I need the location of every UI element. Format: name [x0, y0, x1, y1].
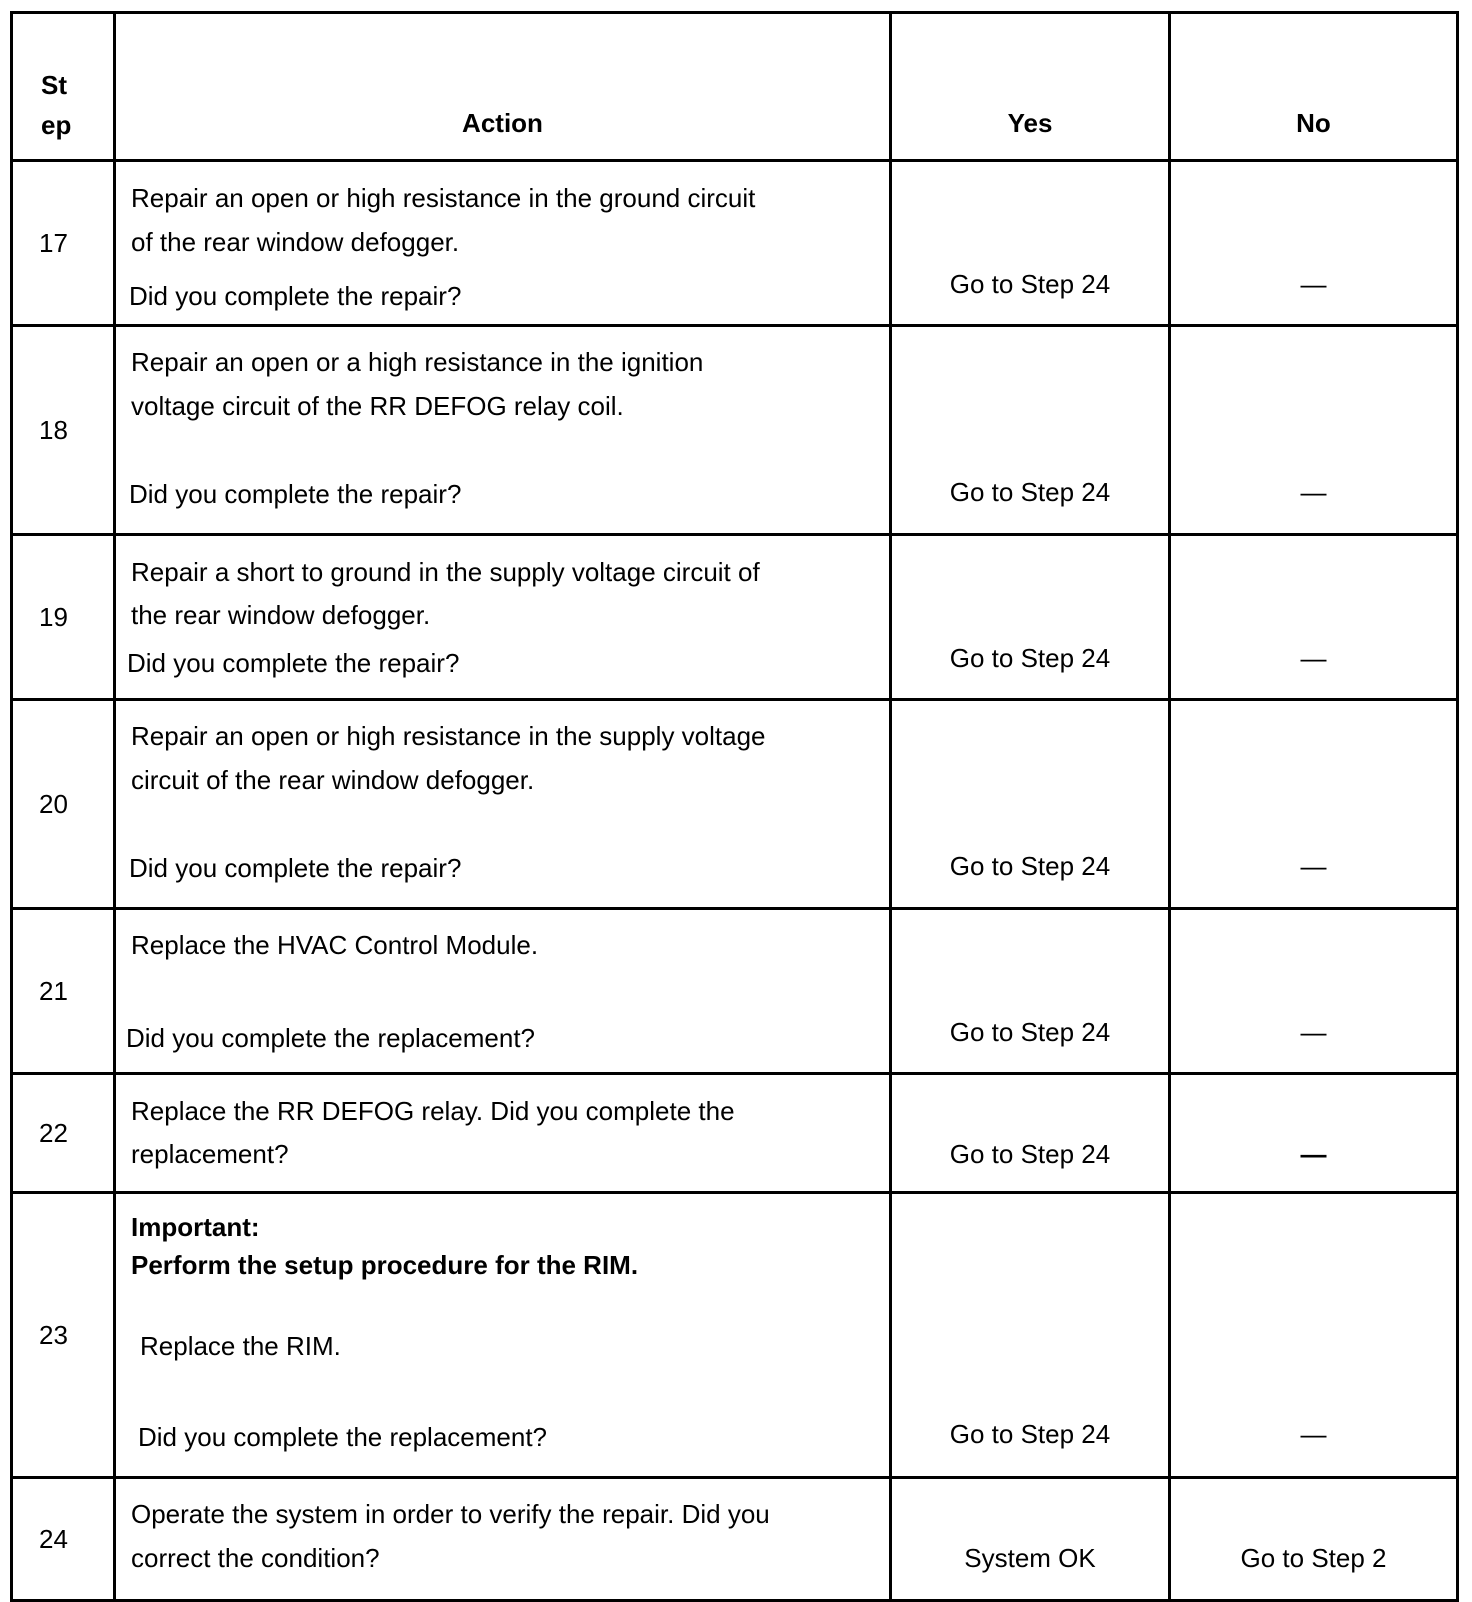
important-label: Important: — [131, 1212, 260, 1242]
table-row-20-yes — [892, 701, 1171, 910]
table-row-19-step — [13, 536, 116, 701]
diagnostic-table — [10, 11, 1459, 1602]
table-row-23-step — [13, 1194, 116, 1479]
table-row-24-step — [13, 1479, 116, 1602]
table-row-21-yes — [892, 910, 1171, 1075]
action-line: circuit of the rear window defogger. — [131, 765, 535, 795]
action-question: Did you complete the repair? — [129, 281, 462, 311]
action-question: Did you complete the replacement? — [138, 1422, 548, 1452]
no-result: — — [1300, 1139, 1327, 1169]
step-number: 20 — [39, 789, 68, 819]
header-step — [13, 14, 116, 162]
action-line: Operate the system in order to verify the repair. Did you — [131, 1499, 770, 1529]
action-line: Replace the RIM. — [140, 1331, 341, 1361]
table-row-18-action — [116, 327, 892, 536]
yes-result: Go to Step 24 — [949, 269, 1111, 299]
table-row-21-no — [1171, 910, 1459, 1075]
no-result: — — [1300, 1017, 1327, 1047]
table-row-21-action — [116, 910, 892, 1075]
yes-result: Go to Step 24 — [949, 1017, 1111, 1047]
table-row-23-action — [116, 1194, 892, 1479]
step-number: 22 — [39, 1118, 68, 1148]
header-step-label: St ep — [41, 70, 72, 140]
action-question: Did you complete the repair? — [129, 479, 462, 509]
action-line: Replace the HVAC Control Module. — [131, 930, 539, 960]
yes-result: Go to Step 24 — [949, 643, 1111, 673]
table-row-19-yes — [892, 536, 1171, 701]
action-line: voltage circuit of the RR DEFOG relay coil. — [131, 391, 624, 421]
table-row-17-no — [1171, 162, 1459, 327]
table-row-22-no — [1171, 1075, 1459, 1194]
table-row-24-yes — [892, 1479, 1171, 1602]
header-no — [1171, 14, 1459, 162]
yes-result: Go to Step 24 — [949, 477, 1111, 507]
table-row-20-step — [13, 701, 116, 910]
table-row-21-step — [13, 910, 116, 1075]
action-line: Repair an open or high resistance in the supply voltage — [131, 721, 766, 751]
table-row-18-yes — [892, 327, 1171, 536]
table-row-17-yes — [892, 162, 1171, 327]
yes-result: Go to Step 24 — [949, 851, 1111, 881]
action-line: the rear window defogger. — [131, 600, 431, 630]
action-line: replacement? — [131, 1139, 289, 1169]
step-number: 24 — [39, 1524, 68, 1554]
yes-result: System OK — [964, 1543, 1096, 1573]
yes-result: Go to Step 24 — [949, 1139, 1111, 1169]
header-action-label: Action — [462, 108, 543, 138]
action-question: Did you complete the repair? — [129, 853, 462, 883]
action-line: Repair a short to ground in the supply voltage circuit of — [131, 557, 760, 587]
step-number: 17 — [39, 228, 68, 258]
header-yes-label: Yes — [1007, 108, 1053, 138]
table-row-24-no — [1171, 1479, 1459, 1602]
no-result: — — [1300, 477, 1327, 507]
table-row-17-step — [13, 162, 116, 327]
table-row-18-no — [1171, 327, 1459, 536]
important-text: Perform the setup procedure for the RIM. — [131, 1250, 639, 1280]
header-no-label: No — [1296, 108, 1331, 138]
table-row-23-yes — [892, 1194, 1171, 1479]
table-row-19-action — [116, 536, 892, 701]
action-line: Replace the RR DEFOG relay. Did you complete the — [131, 1096, 735, 1126]
action-line: Repair an open or a high resistance in the ignition — [131, 347, 704, 377]
action-question: Did you complete the repair? — [127, 648, 460, 678]
no-result: — — [1300, 851, 1327, 881]
no-result: — — [1300, 269, 1327, 299]
action-line: correct the condition? — [131, 1543, 380, 1573]
no-result: Go to Step 2 — [1240, 1543, 1387, 1573]
step-number: 19 — [39, 602, 68, 632]
table-row-22-yes — [892, 1075, 1171, 1194]
table-row-22-step — [13, 1075, 116, 1194]
no-result: — — [1300, 1419, 1327, 1449]
table-row-22-action — [116, 1075, 892, 1194]
table-row-20-action — [116, 701, 892, 910]
no-result: — — [1300, 643, 1327, 673]
yes-result: Go to Step 24 — [949, 1419, 1111, 1449]
action-line: Repair an open or high resistance in the ground circuit — [131, 183, 756, 213]
table-row-18-step — [13, 327, 116, 536]
table-row-20-no — [1171, 701, 1459, 910]
header-yes — [892, 14, 1171, 162]
table-row-24-action — [116, 1479, 892, 1602]
step-number: 18 — [39, 415, 68, 445]
table-row-23-no — [1171, 1194, 1459, 1479]
header-action — [116, 14, 892, 162]
step-number: 23 — [39, 1320, 68, 1350]
table-row-17-action — [116, 162, 892, 327]
action-line: of the rear window defogger. — [131, 227, 460, 257]
step-number: 21 — [39, 976, 68, 1006]
table-row-19-no — [1171, 536, 1459, 701]
action-question: Did you complete the replacement? — [126, 1023, 536, 1053]
